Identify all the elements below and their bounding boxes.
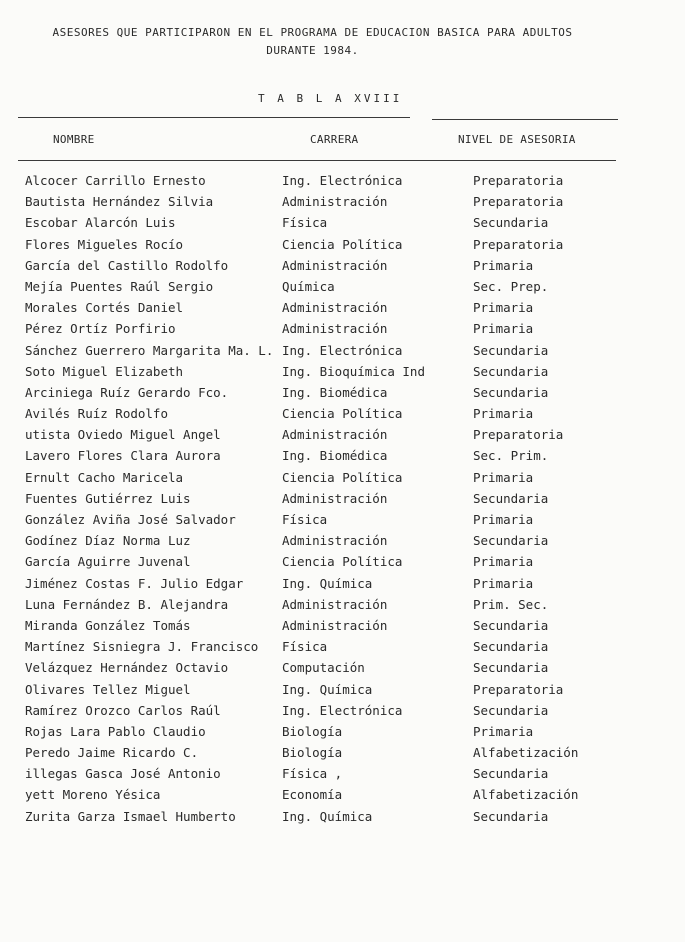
level-cell: Alfabetización xyxy=(473,745,579,761)
name-cell: Morales Cortés Daniel xyxy=(25,300,184,316)
name-cell: Escobar Alarcón Luis xyxy=(25,215,176,231)
name-cell: Olivares Tellez Miguel xyxy=(25,681,191,697)
table-row xyxy=(0,551,685,572)
table-row xyxy=(0,170,685,191)
name-cell: Martínez Sisniegra J. Francisco xyxy=(25,639,259,655)
career-cell: Química xyxy=(282,278,335,294)
name-cell: Godínez Díaz Norma Luz xyxy=(25,533,191,549)
career-cell: Ciencia Política xyxy=(282,554,403,570)
level-cell: Alfabetización xyxy=(473,787,579,803)
level-cell: Primaria xyxy=(473,321,534,337)
career-cell: Administración xyxy=(282,617,388,633)
table-label: T A B L A XVIII xyxy=(258,92,403,105)
career-cell: Ing. Electrónica xyxy=(282,342,403,358)
name-cell: Miranda González Tomás xyxy=(25,617,191,633)
name-cell: Bautista Hernández Silvia xyxy=(25,194,214,210)
name-cell: Sánchez Guerrero Margarita Ma. L. xyxy=(25,342,274,358)
level-cell: Secundaria xyxy=(473,617,549,633)
table-header-rule xyxy=(18,160,616,161)
level-cell: Secundaria xyxy=(473,533,549,549)
level-cell: Secundaria xyxy=(473,384,549,400)
table-row xyxy=(0,530,685,551)
level-cell: Sec. Prep. xyxy=(473,278,549,294)
table-row xyxy=(0,700,685,721)
name-cell: Peredo Jaime Ricardo C. xyxy=(25,745,199,761)
name-cell: Alcocer Carrillo Ernesto xyxy=(25,173,206,188)
career-cell: Ing. Electrónica xyxy=(282,702,403,718)
table-row xyxy=(0,509,685,530)
table-row xyxy=(0,382,685,403)
career-cell: Física xyxy=(282,215,328,231)
name-cell: Mejía Puentes Raúl Sergio xyxy=(25,278,214,294)
level-cell: Secundaria xyxy=(473,766,549,782)
name-cell: García Aguirre Juvenal xyxy=(25,554,191,570)
level-cell: Preparatoria xyxy=(473,681,564,697)
table-row xyxy=(0,763,685,784)
table-row xyxy=(0,297,685,318)
table-row xyxy=(0,742,685,763)
table-row xyxy=(0,573,685,594)
level-cell: Preparatoria xyxy=(473,173,564,188)
level-cell: Preparatoria xyxy=(473,194,564,210)
level-cell: Secundaria xyxy=(473,808,549,824)
level-cell: Primaria xyxy=(473,723,534,739)
career-cell: Ing. Química xyxy=(282,681,373,697)
level-cell: Secundaria xyxy=(473,342,549,358)
table-row xyxy=(0,445,685,466)
career-cell: Administración xyxy=(282,533,388,549)
table-row xyxy=(0,212,685,233)
name-cell: utista Oviedo Miguel Angel xyxy=(25,427,221,443)
level-cell: Primaria xyxy=(473,575,534,591)
column-header-level: NIVEL DE ASESORIA xyxy=(458,133,576,146)
table-row xyxy=(0,636,685,657)
name-cell: illegas Gasca José Antonio xyxy=(25,766,221,782)
level-cell: Secundaria xyxy=(473,660,549,676)
name-cell: Arciniega Ruíz Gerardo Fco. xyxy=(25,384,229,400)
name-cell: Lavero Flores Clara Aurora xyxy=(25,448,221,464)
table-row xyxy=(0,806,685,827)
level-cell: Primaria xyxy=(473,469,534,485)
career-cell: Física xyxy=(282,512,328,527)
career-cell: Ing. Química xyxy=(282,575,373,591)
career-cell: Ing. Biomédica xyxy=(282,384,388,400)
level-cell: Secundaria xyxy=(473,490,549,506)
name-cell: Zurita Garza Ismael Humberto xyxy=(25,808,236,824)
career-cell: Ciencia Política xyxy=(282,406,403,422)
name-cell: Rojas Lara Pablo Claudio xyxy=(25,723,206,739)
name-cell: Ramírez Orozco Carlos Raúl xyxy=(25,702,221,718)
name-cell: Velázquez Hernández Octavio xyxy=(25,660,229,676)
level-cell: Preparatoria xyxy=(473,427,564,443)
table-row xyxy=(0,488,685,509)
career-cell: Biología xyxy=(282,745,343,761)
table-row xyxy=(0,679,685,700)
name-cell: Ernult Cacho Maricela xyxy=(25,469,184,485)
name-cell: Luna Fernández B. Alejandra xyxy=(25,596,229,612)
table-row xyxy=(0,403,685,424)
name-cell: Fuentes Gutiérrez Luis xyxy=(25,490,191,506)
name-cell: Soto Miguel Elizabeth xyxy=(25,363,184,379)
career-cell: Administración xyxy=(282,427,388,443)
table-row xyxy=(0,594,685,615)
table-row xyxy=(0,318,685,339)
table-row xyxy=(0,657,685,678)
name-cell: Flores Migueles Rocío xyxy=(25,236,184,252)
table-top-rule xyxy=(18,117,410,118)
document-subtitle: DURANTE 1984. xyxy=(266,44,359,57)
level-cell: Primaria xyxy=(473,554,534,570)
table-row xyxy=(0,276,685,297)
document-title: ASESORES QUE PARTICIPARON EN EL PROGRAMA DE EDUCACION BASICA PARA ADULTOS xyxy=(52,26,573,39)
level-cell: Primaria xyxy=(473,300,534,316)
column-header-career: CARRERA xyxy=(310,133,359,146)
table-top-rule-right xyxy=(432,119,618,120)
table-row xyxy=(0,361,685,382)
career-cell: Administración xyxy=(282,194,388,210)
level-cell: Prim. Sec. xyxy=(473,596,549,612)
career-cell: Ciencia Política xyxy=(282,469,403,485)
career-cell: Computación xyxy=(282,660,365,676)
career-cell: Administración xyxy=(282,490,388,506)
career-cell: Física , xyxy=(282,766,343,782)
level-cell: Primaria xyxy=(473,512,534,527)
table-row xyxy=(0,784,685,805)
career-cell: Economía xyxy=(282,787,343,803)
name-cell: Jiménez Costas F. Julio Edgar xyxy=(25,575,244,591)
career-cell: Administración xyxy=(282,300,388,316)
table-row xyxy=(0,424,685,445)
column-header-name: NOMBRE xyxy=(53,133,95,146)
table-body xyxy=(0,170,685,827)
level-cell: Preparatoria xyxy=(473,236,564,252)
career-cell: Ing. Electrónica xyxy=(282,173,403,188)
table-row xyxy=(0,234,685,255)
table-row xyxy=(0,340,685,361)
level-cell: Sec. Prim. xyxy=(473,448,549,464)
career-cell: Ing. Química xyxy=(282,808,373,824)
level-cell: Secundaria xyxy=(473,215,549,231)
table-row xyxy=(0,615,685,636)
career-cell: Física xyxy=(282,639,328,655)
level-cell: Primaria xyxy=(473,406,534,422)
table-row xyxy=(0,721,685,742)
level-cell: Primaria xyxy=(473,257,534,273)
name-cell: yett Moreno Yésica xyxy=(25,787,161,803)
level-cell: Secundaria xyxy=(473,702,549,718)
career-cell: Ciencia Política xyxy=(282,236,403,252)
name-cell: Avilés Ruíz Rodolfo xyxy=(25,406,168,422)
career-cell: Biología xyxy=(282,723,343,739)
career-cell: Ing. Biomédica xyxy=(282,448,388,464)
table-row xyxy=(0,191,685,212)
name-cell: García del Castillo Rodolfo xyxy=(25,257,229,273)
level-cell: Secundaria xyxy=(473,363,549,379)
level-cell: Secundaria xyxy=(473,639,549,655)
career-cell: Administración xyxy=(282,596,388,612)
career-cell: Administración xyxy=(282,321,388,337)
table-row xyxy=(0,255,685,276)
name-cell: Pérez Ortíz Porfirio xyxy=(25,321,176,337)
career-cell: Ing. Bioquímica Ind xyxy=(282,363,425,379)
name-cell: González Aviña José Salvador xyxy=(25,512,236,527)
table-row xyxy=(0,467,685,488)
career-cell: Administración xyxy=(282,257,388,273)
